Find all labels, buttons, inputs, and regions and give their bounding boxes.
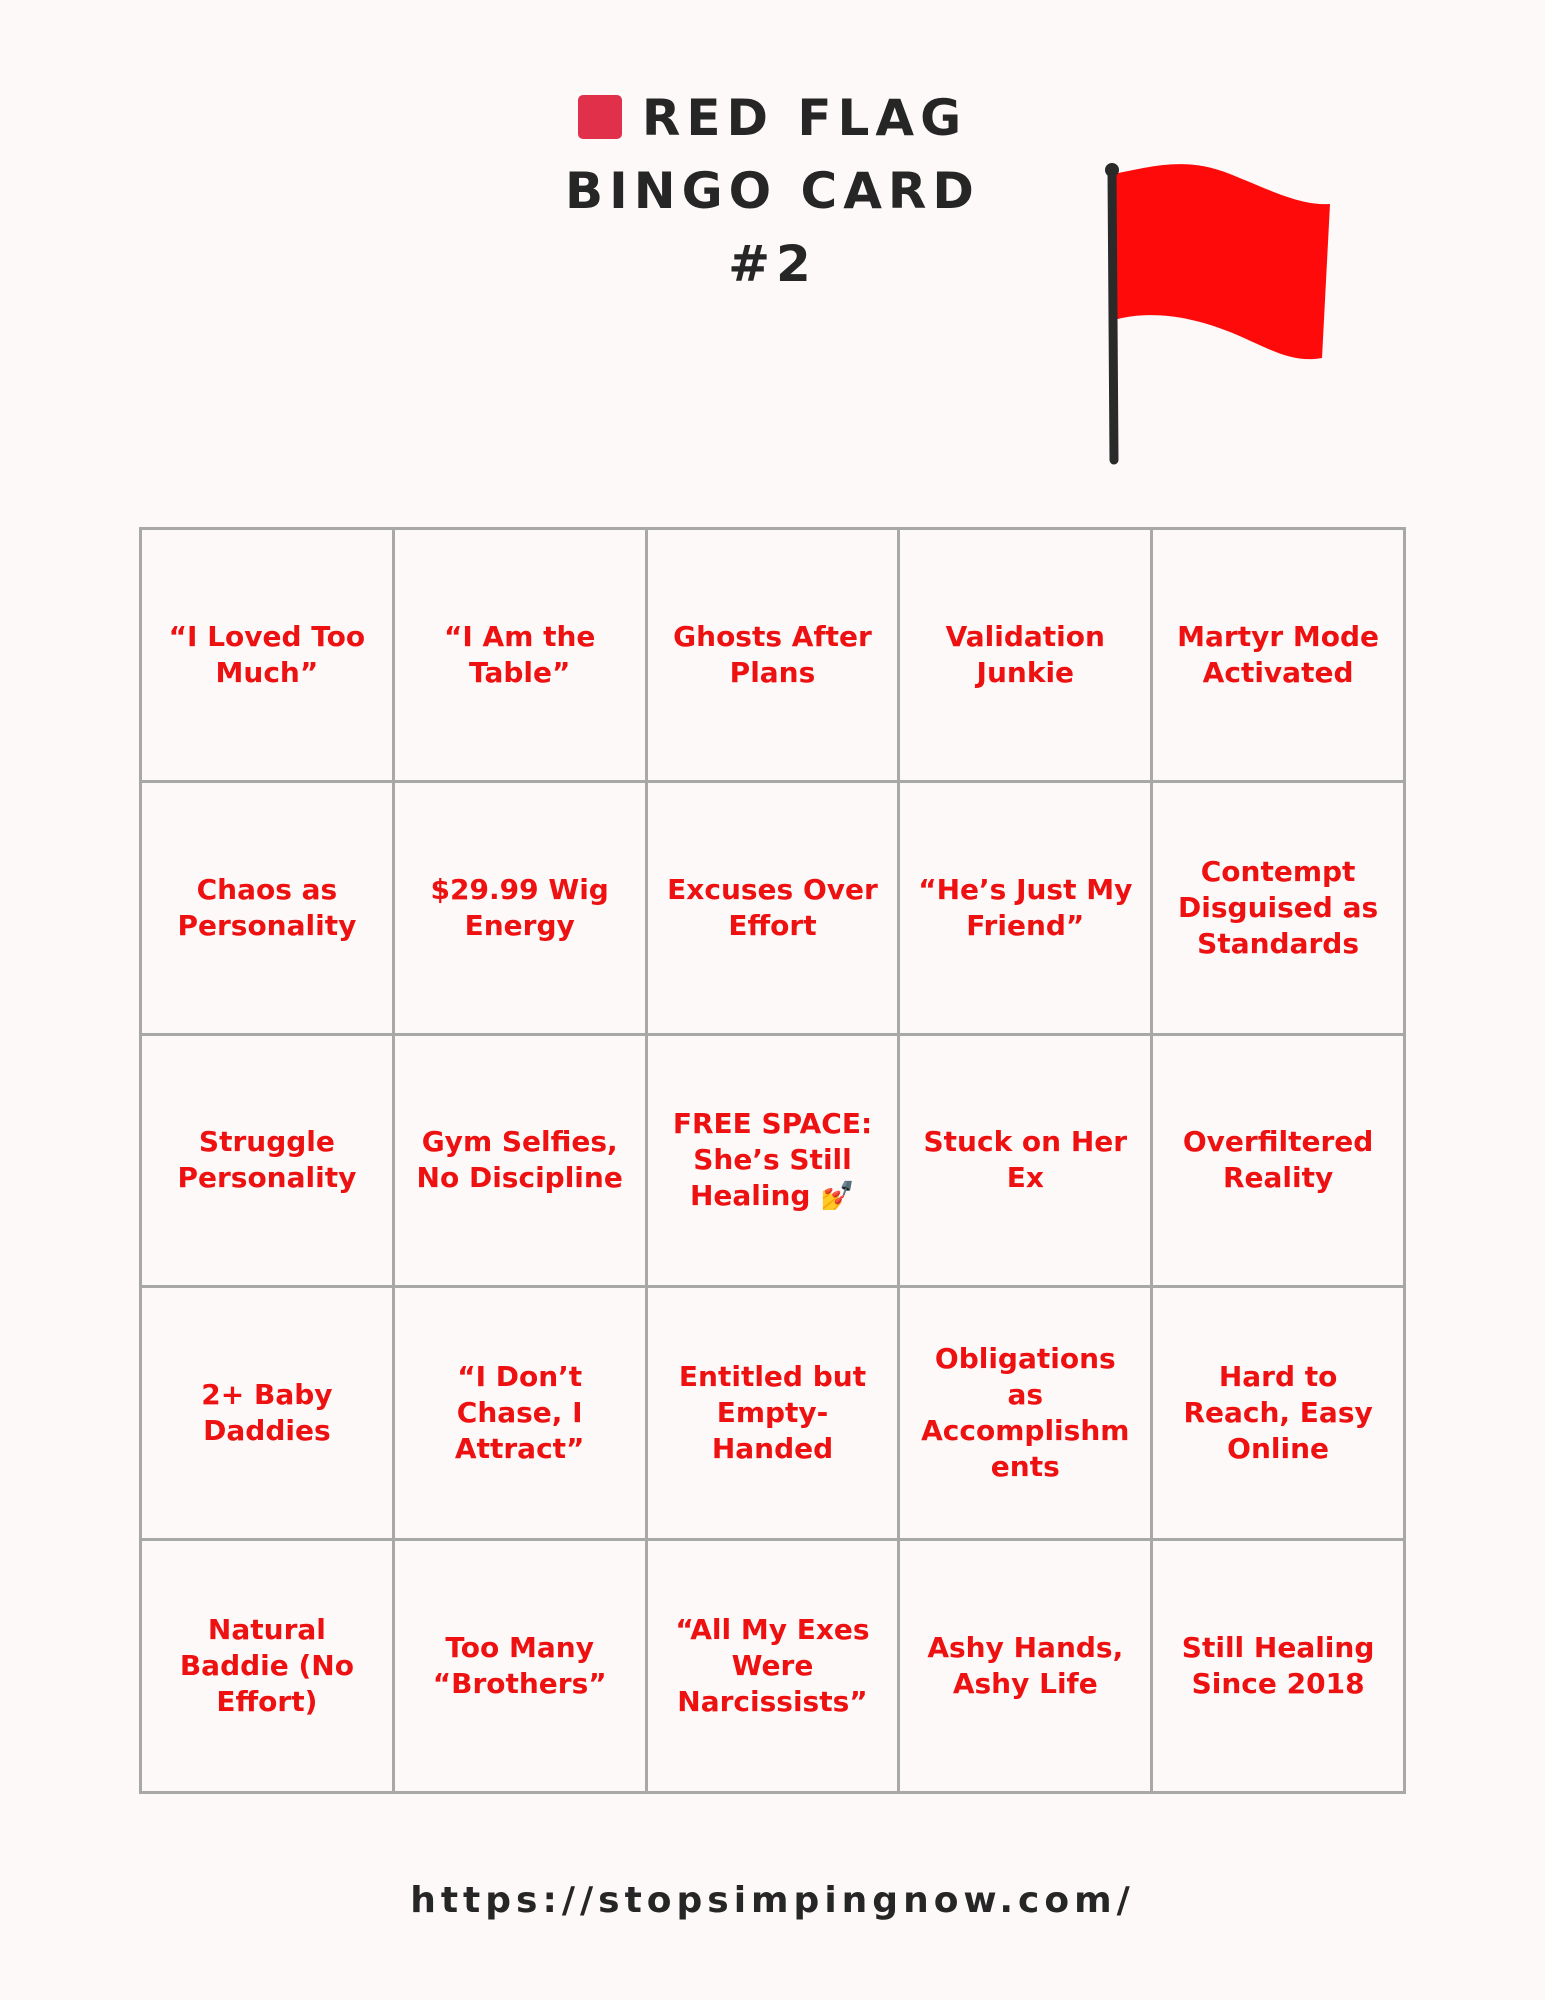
bingo-cell: “I Loved Too Much” [142,530,395,783]
bingo-cell: Hard to Reach, Easy Online [1153,1288,1406,1541]
bingo-cell: Martyr Mode Activated [1153,530,1406,783]
bingo-cell: Natural Baddie (No Effort) [142,1541,395,1794]
bingo-cell: Overfiltered Reality [1153,1036,1406,1289]
bingo-grid [139,527,1406,1794]
bingo-cell: Validation Junkie [900,530,1153,783]
title-line-1 [0,82,1545,155]
bingo-cell: Ashy Hands, Ashy Life [900,1541,1153,1794]
bingo-cell: Contempt Disguised as Standards [1153,783,1406,1036]
red-square-icon [578,95,622,139]
bingo-cell: Stuck on Her Ex [900,1036,1153,1289]
bingo-cell: $29.99 Wig Energy [395,783,648,1036]
bingo-cell: Gym Selfies, No Discipline [395,1036,648,1289]
bingo-cell: “I Am the Table” [395,530,648,783]
bingo-cell: “I Don’t Chase, I Attract” [395,1288,648,1541]
bingo-cell: Struggle Personality [142,1036,395,1289]
bingo-cell: Still Healing Since 2018 [1153,1541,1406,1794]
bingo-cell: Excuses Over Effort [648,783,901,1036]
bingo-cell: 2+ Baby Daddies [142,1288,395,1541]
flag-pole-top [1105,163,1119,177]
footer-url: https://stopsimpingnow.com/ [410,1880,1135,1921]
flag-pole [1112,172,1114,460]
bingo-cell: Ghosts After Plans [648,530,901,783]
title-text-1: RED FLAG [641,89,968,147]
flag-cloth [1114,164,1330,359]
bingo-cell: Entitled but Empty-Handed [648,1288,901,1541]
bingo-cell: “He’s Just My Friend” [900,783,1153,1036]
bingo-cell: Obligations as Accomplishments [900,1288,1153,1541]
bingo-cell: Chaos as Personality [142,783,395,1036]
bingo-cell: Too Many “Brothers” [395,1541,648,1794]
bingo-cell: “All My Exes Were Narcissists” [648,1541,901,1794]
free-space-cell: FREE SPACE: She’s Still Healing 💅 [648,1036,901,1289]
red-flag-icon [1090,150,1350,470]
card-number: #2 [728,235,817,293]
title-line-2: BINGO CARD [565,162,980,220]
